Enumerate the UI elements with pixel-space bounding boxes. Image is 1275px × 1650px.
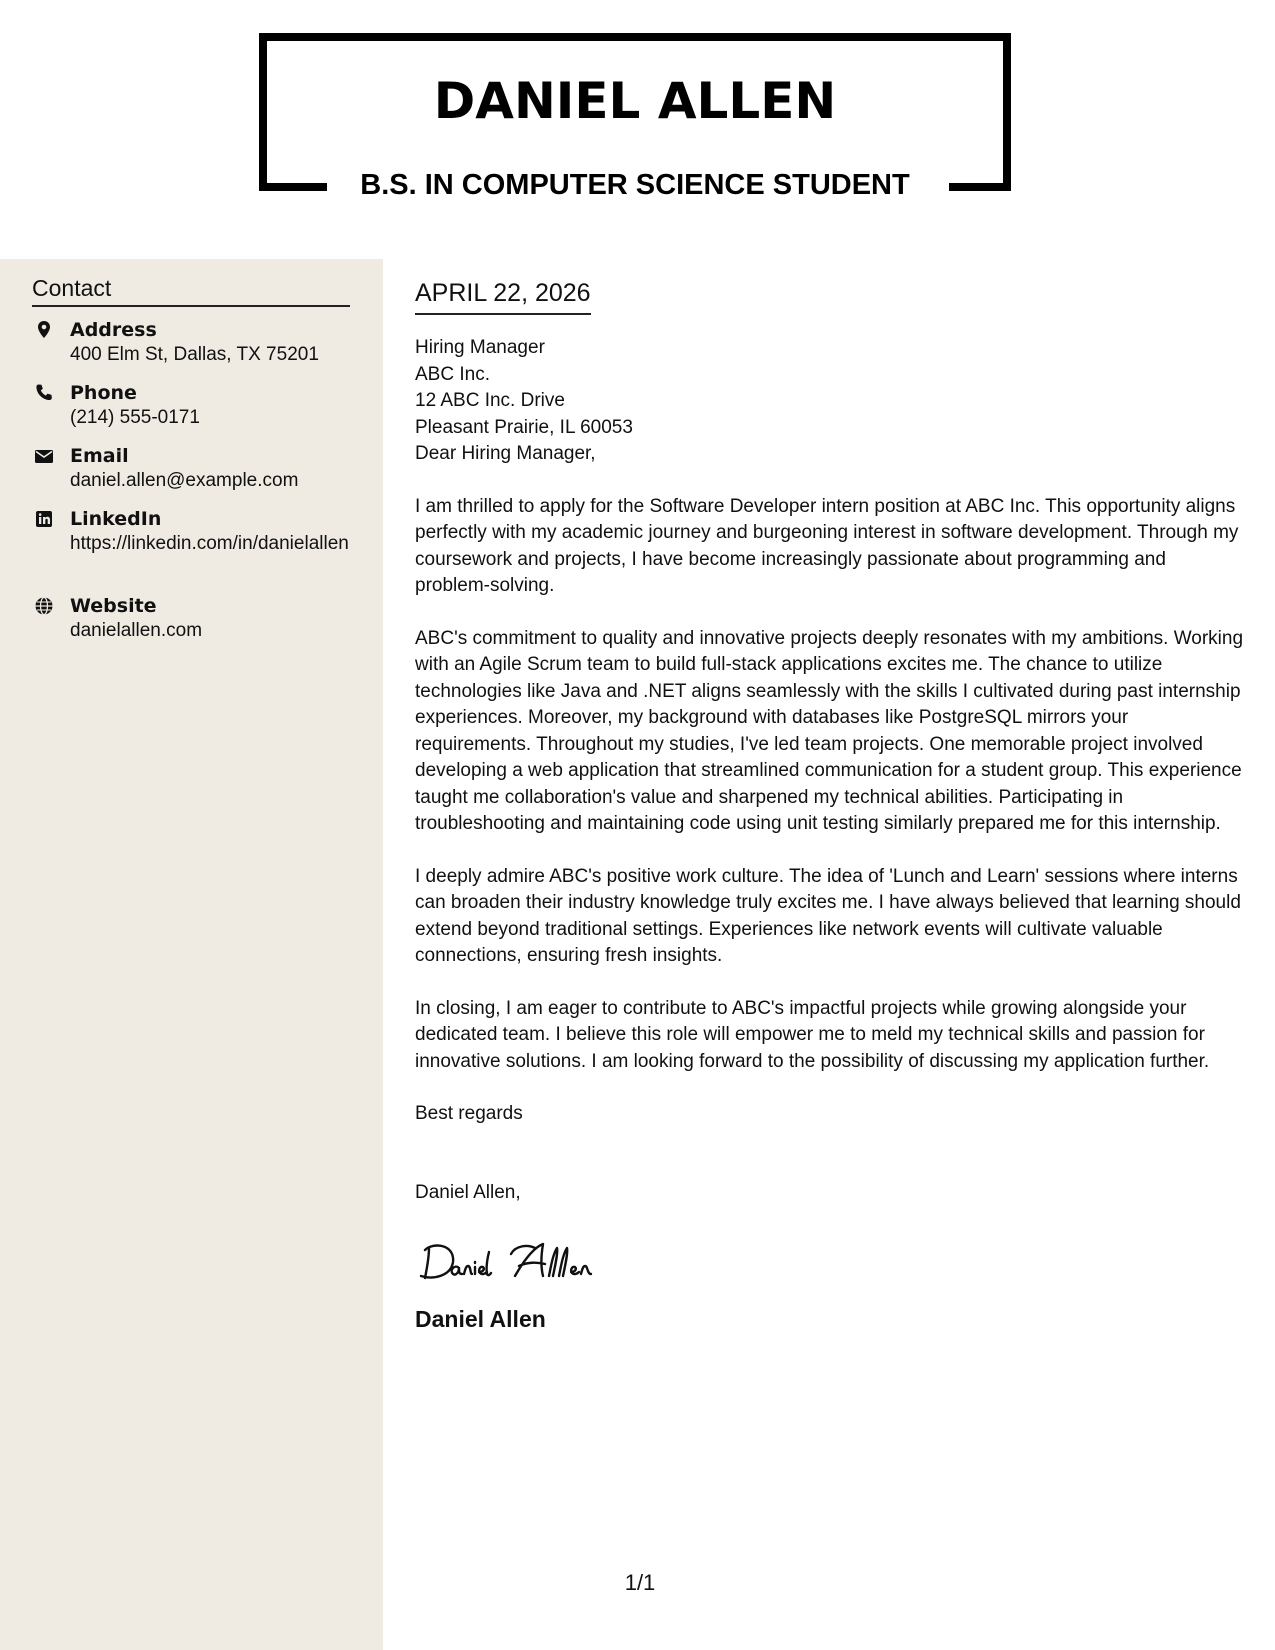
contact-phone-value: (214) 555-0171 — [70, 407, 200, 428]
envelope-icon — [34, 446, 54, 466]
contact-phone-label: Phone — [70, 382, 137, 404]
handwritten-signature — [415, 1232, 1245, 1292]
paragraph-culture: I deeply admire ABC's positive work culture. The idea of 'Lunch and Learn' sessions where interns can broaden their industry knowledge truly excites me. I have always believed that learning should extend beyond traditional settings. Experiences like network events will cultivate valuable connections, ensuring fresh insights. — [415, 865, 1241, 966]
contact-heading: Contact — [32, 274, 350, 307]
applicant-name: DANIEL ALLEN — [433, 72, 837, 130]
contact-website-link[interactable]: danielallen.com — [70, 620, 203, 641]
paragraph-closing: In closing, I am eager to contribute to ABC's impactful projects while growing alongside your dedicated team. I believe this role will empower me to meld my technical skills and passion for innovative solutions. I am looking forward to the possibility of discussing my application further. — [415, 997, 1210, 1072]
contact-linkedin-label: LinkedIn — [70, 508, 162, 530]
contact-email-label: Email — [70, 445, 129, 467]
letter-body — [415, 278, 1245, 1334]
contact-linkedin-link[interactable]: https://linkedin.com/in/danielallen — [70, 533, 349, 554]
linkedin-icon — [34, 509, 54, 529]
signoff: Best regards — [415, 1103, 523, 1124]
recipient-title: Hiring Manager — [415, 337, 545, 358]
contact-address-label: Address — [70, 319, 157, 341]
globe-icon — [34, 596, 54, 616]
letter-date: APRIL 22, 2026 — [415, 278, 591, 315]
contact-email-value: daniel.allen@example.com — [70, 470, 299, 491]
recipient-city: Pleasant Prairie, IL 60053 — [415, 416, 633, 438]
contact-website-label: Website — [70, 595, 157, 617]
salutation: Dear Hiring Manager, — [415, 443, 596, 464]
phone-icon — [34, 383, 54, 403]
paragraph-intro: I am thrilled to apply for the Software Developer intern position at ABC Inc. This opportunity aligns perfectly with my academic journey and burgeoning interest in software development. Through my coursework and projects, I have become increasingly passionate about programming and problem-solving. — [415, 495, 1239, 596]
paragraph-company-fit: ABC's commitment to quality and innovative projects deeply resonates with my ambitions. Working with an Agile Scrum team to build full-stack applications excites me. The chance to utilize technologies like Java and .NET aligns seamlessly with the skills I cultivated during past internship experiences. Moreover, my background with databases like PostgreSQL mirrors your requirements. Throughout my studies, I've led team projects. One memorable project involved developing a web application that streamlined communication for a student group. This experience taught me collaboration's value and sharpened my technical abilities. Participating in troubleshooting and maintaining code using unit testing similarly prepared me for this internship. — [415, 627, 1244, 834]
printed-name: Daniel Allen — [415, 1306, 546, 1332]
recipient-block — [415, 335, 1245, 468]
applicant-subtitle: B.S. IN COMPUTER SCIENCE STUDENT — [360, 169, 910, 201]
recipient-company: ABC Inc. — [415, 363, 490, 385]
signature-graphic — [415, 1232, 635, 1292]
contact-address-value: 400 Elm St, Dallas, TX 75201 — [70, 344, 319, 365]
map-pin-icon — [34, 320, 54, 340]
recipient-street: 12 ABC Inc. Drive — [415, 390, 565, 411]
page-number: 1/1 — [624, 1570, 656, 1595]
sender-name: Daniel Allen, — [415, 1182, 521, 1203]
contact-sidebar — [0, 259, 383, 1650]
